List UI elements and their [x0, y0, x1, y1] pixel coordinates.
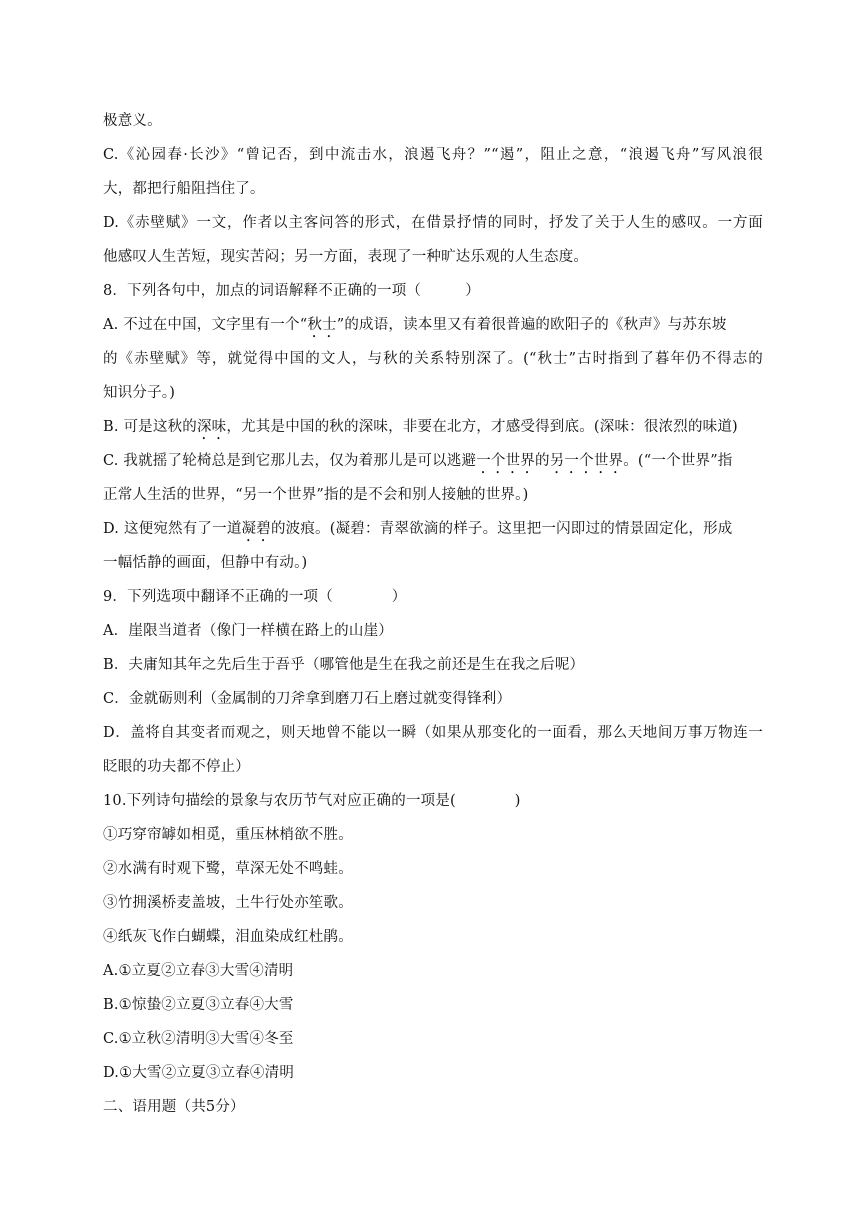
- q8-option-d-line-2: 一幅恬静的画面，但静中有动。): [103, 555, 308, 571]
- q7-option-d-line-2: 他感叹人生苦短，现实苦闷；另一方面，表现了一种旷达乐观的人生态度。: [103, 249, 589, 265]
- q10-stem: 10.下列诗句描绘的景象与农历节气对应正确的一项是( ): [103, 793, 521, 809]
- q10-poem-1: ①巧穿帘罅如相觅，重压林梢欲不胜。: [103, 827, 353, 843]
- q8-option-d-line-1: [103, 512, 763, 546]
- q9-option-d-line-1: D．盖将自其变者而观之，则天地曾不能以一瞬（如果从那变化的一面看，那么天地间万事万物连一: [103, 725, 763, 741]
- q8-b-text-pre: B. 可是这秋的: [103, 419, 197, 435]
- previous-item-tail: 极意义。: [103, 113, 162, 129]
- q8-c-text-pre: C. 我就摇了轮椅总是到它那儿去，仅为着那儿是可以逃避: [103, 453, 477, 469]
- q10-poem-2: ②水满有时观下鹭，草深无处不鸣蛙。: [103, 861, 353, 877]
- q8-c-text-post: 。(“一个世界”指: [623, 453, 733, 469]
- q8-b-text-post: ，尤其是中国的秋的深味，非要在北方，才感受得到底。(深味：很浓烈的味道): [226, 419, 738, 435]
- q9-stem: 9．下列选项中翻译不正确的一项（ ）: [103, 589, 407, 605]
- q10-option-d: D.①大雪②立夏③立春④清明: [103, 1065, 295, 1081]
- q8-a-text-post: ”的成语，读本里又有着很普遍的欧阳子的《秋声》与苏东坡: [336, 317, 727, 333]
- q8-stem: 8．下列各句中，加点的词语解释不正确的一项（ ）: [103, 283, 480, 299]
- section-2-heading: 二、语用题（共5分）: [103, 1099, 245, 1115]
- q8-option-a-line-2: 的《赤壁赋》等，就觉得中国的文人，与秋的关系特别深了。(“秋士”古时指到了暮年仍不得志的: [103, 351, 763, 367]
- q10-option-b: B.①惊蛰②立夏③立春④大雪: [103, 997, 294, 1013]
- q8-a-text-pre: A. 不过在中国，文字里有一个“: [103, 317, 308, 333]
- q10-poem-3: ③竹拥溪桥麦盖坡，土牛行处亦笙歌。: [103, 895, 353, 911]
- q8-option-c-line-1: [103, 444, 763, 478]
- q9-option-a: A．崖限当道者（像门一样横在路上的山崖）: [103, 623, 393, 639]
- q8-option-a-line-1: [103, 308, 763, 342]
- q9-option-d-line-2: 眨眼的功夫都不停止）: [103, 759, 250, 775]
- q8-d-text-pre: D. 这便宛然有了一道: [103, 521, 242, 537]
- q8-option-a-line-3: 知识分子。): [103, 385, 176, 401]
- q7-option-c-line-2: 大，都把行船阻挡住了。: [103, 181, 265, 197]
- q8-option-b: [103, 410, 763, 444]
- q8-c-text-mid: 的: [535, 453, 550, 469]
- q10-poem-4: ④纸灰飞作白蝴蝶，泪血染成红杜鹃。: [103, 929, 353, 945]
- q8-d-dotted-term: 凝碧: [241, 521, 271, 537]
- q8-d-text-post: 的波痕。(凝碧：青翠欲滴的样子。这里把一闪即过的情景固定化，形成: [270, 521, 733, 537]
- q8-a-dotted-term: 秋士: [307, 317, 337, 333]
- q9-option-b: B．夫庸知其年之先后生于吾乎（哪管他是生在我之前还是生在我之后呢）: [103, 657, 585, 673]
- q8-c-dotted-term-1: 一个世界: [476, 453, 536, 469]
- q8-option-c-line-2: 正常人生活的世界，“另一个世界”指的是不会和别人接触的世界。): [103, 487, 529, 503]
- q8-b-dotted-term: 深味: [196, 419, 227, 435]
- q7-option-c-line-1: C.《沁园春·长沙》“曾记否，到中流击水，浪遏飞舟？”“遏”，阻止之意，“浪遏飞舟”写风浪很: [103, 147, 763, 163]
- q10-option-a: A.①立夏②立春③大雪④清明: [103, 963, 294, 979]
- q8-c-dotted-term-2: 另一个世界: [549, 453, 624, 469]
- q7-option-d-line-1: D.《赤壁赋》一文，作者以主客问答的形式，在借景抒情的同时，抒发了关于人生的感叹。一方面: [103, 215, 763, 231]
- q9-option-c: C．金就砺则利（金属制的刀斧拿到磨刀石上磨过就变得锋利）: [103, 691, 512, 707]
- document-page: [103, 104, 763, 1124]
- q10-option-c: C.①立秋②清明③大雪④冬至: [103, 1031, 294, 1047]
